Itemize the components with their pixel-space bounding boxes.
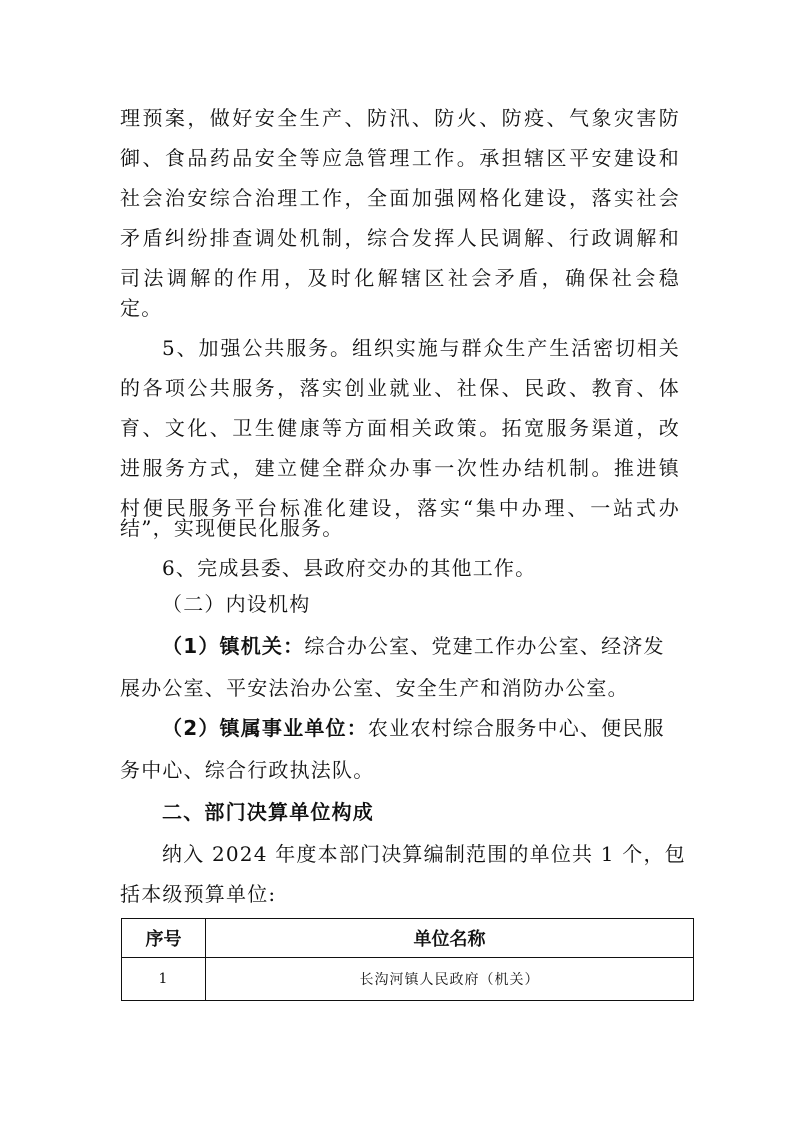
paragraph-line: 括本级预算单位: [120, 882, 277, 906]
org-item-1 [162, 634, 680, 658]
paragraph-line: 定。 [120, 296, 163, 320]
table-row [122, 958, 694, 1001]
org-item-2 [162, 716, 680, 740]
paragraph-line: 的各项公共服务，落实创业就业、社保、民政、教育、体 [120, 376, 680, 400]
paragraph-line: 务中心、综合行政执法队。 [120, 758, 375, 782]
paragraph-line: 纳入 2024 年度本部门决算编制范围的单位共 1 个，包 [162, 842, 686, 866]
paragraph-line: 社会治安综合治理工作，全面加强网格化建设，落实社会 [120, 186, 680, 210]
paragraph-line: 矛盾纠纷排查调处机制，综合发挥人民调解、行政调解和 [120, 226, 680, 250]
paragraph-line: 村便民服务平台标准化建设，落实“集中办理、一站式办 [120, 496, 680, 520]
paragraph-line: 结”，实现便民化服务。 [120, 516, 344, 540]
cell-unit-name: 长沟河镇人民政府（机关） [206, 958, 694, 1001]
paragraph-line: 5、加强公共服务。组织实施与群众生产生活密切相关 [162, 336, 680, 360]
header-index: 序号 [122, 919, 206, 958]
paragraph-line: 进服务方式，建立健全群众办事一次性办结机制。推进镇 [120, 456, 680, 480]
org-label: （1）镇机关： [162, 634, 305, 658]
paragraph-line: 育、文化、卫生健康等方面相关政策。拓宽服务渠道，改 [120, 416, 680, 440]
org-text: 综合办公室、党建工作办公室、经济发 [304, 634, 665, 658]
header-unit-name: 单位名称 [206, 919, 694, 958]
paragraph-line: 展办公室、平安法治办公室、安全生产和消防办公室。 [120, 676, 629, 700]
cell-index: 1 [122, 958, 206, 1001]
section-heading: 二、部门决算单位构成 [162, 800, 374, 824]
subheading: （二）内设机构 [162, 592, 311, 616]
org-label: （2）镇属事业单位： [162, 716, 368, 740]
paragraph-line: 司法调解的作用，及时化解辖区社会矛盾，确保社会稳 [120, 266, 680, 290]
table-header-row [122, 919, 694, 958]
org-text: 农业农村综合服务中心、便民服 [367, 716, 665, 740]
paragraph-line: 御、食品药品安全等应急管理工作。承担辖区平安建设和 [120, 146, 680, 170]
paragraph-line: 理预案，做好安全生产、防汛、防火、防疫、气象灾害防 [120, 106, 680, 130]
unit-table [121, 918, 694, 1001]
paragraph-line: 6、完成县委、县政府交办的其他工作。 [162, 556, 537, 580]
